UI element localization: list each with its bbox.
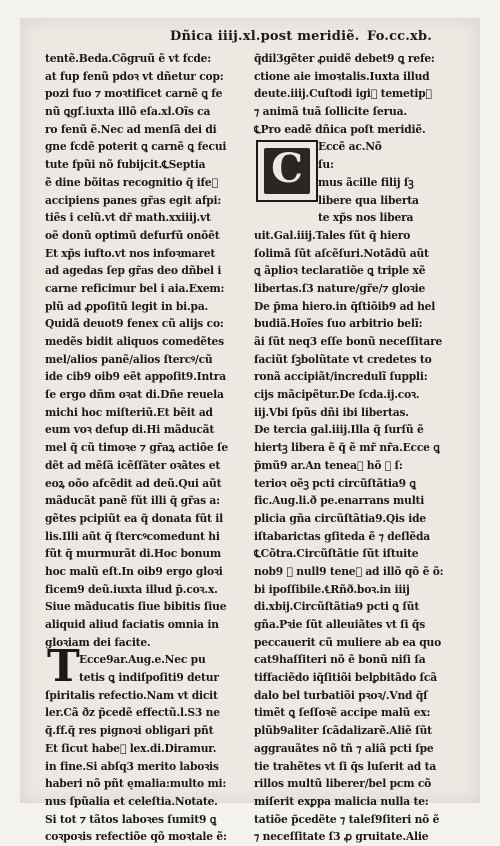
text-line: at fup fenũ pdoꝛ vt dñetur cop:: [45, 69, 224, 83]
initial-letter-t: T: [47, 641, 80, 693]
text-line: miſerit exꝑpa malicia nulla te:: [254, 794, 429, 808]
text-line: plicia gña circũſtãtia9.Qis ide: [254, 511, 426, 525]
text-line: iij.Vbi ſpũs dñi ibi libertas.: [254, 405, 409, 419]
text-line: tatiõe p̃cedẽte ⁊ taleſ9ſiteri nõ ẽ: [254, 812, 440, 826]
text-line: nũ ꝗgſ.iuxta illõ eſa.xl.Oĩs ca: [45, 105, 211, 119]
text-line: ſolimã ſũt aſcẽſuri.Notãdũ aũt: [254, 246, 429, 260]
text-line: nob9 ⁊ null9 teneᷓ ad illõ qõ ẽ õ:: [254, 564, 444, 578]
text-line: mãducãt panẽ fũt illi q̃ gr̃as a:: [45, 494, 220, 508]
text-line: ide cib9 oib9 eẽt appoſit9.Intra: [45, 370, 226, 384]
text-line: ad agedas ſep gr̃as deo dñbel i: [45, 264, 222, 278]
text-line: deute.iiij.Cuſtodi igiᷓ temetipꝰ: [254, 87, 432, 101]
text-line: ficem9 deũ.iuxta illud p̃.coꝛ.x.: [45, 582, 218, 596]
text-line: mel/alios panẽ/alios ſtercꝰ/cũ: [45, 352, 213, 366]
text-line: De p̃ma hiero.in q̃ſtiõib9 ad hel: [254, 299, 436, 313]
text-line: hiertꝫ libera ẽ q̃ ẽ mr̃ nr̃a.Ecce ꝗ: [254, 441, 440, 455]
text-line: aliquid aliud faciatis omnia in: [45, 618, 219, 631]
text-line: ꝗ ãplioꝛ teclaratiõe ꝗ triple xẽ: [254, 264, 426, 278]
text-line: plũ ad ꝓpoſitũ legit in bi.pa.: [45, 299, 209, 313]
text-line: De tercia gal.iiij.Illa q̃ ſurſũ ẽ: [254, 423, 424, 437]
text-line: uit.Gal.iiij.Tales ſũt q̃ hiero: [254, 228, 411, 242]
text-line: rillos multũ liberer/bel pcm cõ: [254, 777, 432, 791]
text-line: fũt q̃ murmurãt di.Hoc bonum: [45, 547, 221, 561]
text-line: terioꝛ oẽꝫ pcti circũſtãtia9 ꝗ: [254, 476, 416, 490]
text-line: Eccẽ ac.Nõ C: [254, 138, 459, 156]
text-line: michi hoc miſteriũ.Et bẽit ad: [45, 405, 213, 419]
text-line: Ecce9ar.Aug.e.Nec pu T: [47, 641, 206, 693]
text-line: budiã.Hoĩes ſuo arbitrio belĩ:: [254, 317, 423, 331]
text-line: bi ipoſſibile.℄Rñð.boꝛ.in iiij: [254, 582, 410, 596]
decorated-initial-c: [256, 140, 318, 202]
text-line: pozi fuo ⁊ moꝛtificet carnẽ ꝗ fe: [45, 87, 223, 101]
text-line: tute fpũi nõ fubijcit.℄Septia: [45, 158, 206, 172]
text-line: ronã accipiãt/incredulĩ ſuppli:: [254, 370, 428, 384]
text-line: tetis ꝗ indiſpoſiti9 detur: [79, 671, 219, 685]
text-line: dẽt ad mẽſã icẽſſãter oꝛãtes et: [45, 458, 221, 472]
folio-number: Fo.cc.xb.: [366, 29, 432, 44]
text-line: coꝛpoꝛis refectiõe qõ moꝛtale ẽ:: [45, 830, 227, 844]
text-line: haberi nõ pñt ęmalia:multo mi:: [45, 777, 227, 791]
text-line: Quidã deuot9 fenex cũ alijs co:: [45, 317, 224, 331]
page-header: [44, 27, 444, 47]
text-line: Et ſicut habeᷓ lex.di.Diramur.: [45, 741, 217, 755]
text-line: faciũt ſꝫbolũtate vt credetes to: [254, 352, 432, 366]
text-line: ſpiritalis refectio.Nam vt dicit: [45, 688, 218, 702]
text-line: gña.Pꝛie ſũt alleuiãtes vt ſi q̃s: [254, 618, 426, 631]
text-line: medẽs bidit aliquos comedẽtes: [45, 335, 224, 348]
text-line: accipiens panes gr̃as egit afpi:: [45, 193, 222, 207]
text-line: tiffaciẽdo iq̃ſitiõi belꝑbitãdo ſcã: [254, 671, 437, 685]
text-line: timẽt ꝗ ſeſſoꝛẽ accipe malũ ex:: [254, 706, 431, 720]
text-line: mus ãcille filij ſꝫ: [318, 175, 414, 189]
text-line: p̃mũ9 ar.An teneaᷓ hõ ꝗ ſ:: [254, 458, 403, 472]
text-line: lis.Illi aũt q̃ ſtercꝰcomedunt hi: [45, 529, 220, 543]
text-line: cijs mãcipẽtur.De ſcda.ij.coꝛ.: [254, 388, 420, 402]
text-line: q̃.ff.q̃ res pignoꝛi obligari pñt: [45, 724, 214, 738]
text-line: gẽtes pcipiũt ea q̃ donata fũt il: [45, 511, 224, 525]
text-line: Siue mãducatis ſiue bibitis ſiue: [45, 600, 227, 614]
text-line: ro fenũ ẽ.Nec ad menſã dei di: [45, 122, 217, 136]
text-line: libere qua liberta: [318, 193, 419, 207]
text-line: q̃dil3gẽter ꝓuidẽ debet9 ꝗ refe:: [254, 52, 435, 65]
text-line: peccauerit cũ muliere ab ea quo: [254, 635, 442, 649]
text-line: ãi ſũt neq3 eſſe bonũ neceſſitare: [254, 335, 443, 348]
text-line: ctione aie imoꝛtalis.Iuxta illud: [254, 69, 430, 83]
text-line: tentẽ.Beda.Cõgruũ ẽ vt fcde:: [45, 52, 212, 65]
right-column: [254, 50, 459, 846]
text-line: plũb9aliter ſcãdalizarẽ.Aliẽ ſũt: [254, 724, 432, 738]
text-line: mel q̃ cũ timoꝛe ⁊ gr̃aꝝ actiõe ſe: [45, 441, 228, 455]
text-line: nus ſpũalia et celeſtia.Notate.: [45, 794, 218, 808]
text-line: eum voꝛ defup di.Hi mãducãt: [45, 423, 215, 437]
text-line: te xp̃s nos libera: [318, 211, 414, 225]
text-line: ler.Cã ðz p̃cedẽ effectũ.l.S3 ne: [45, 706, 220, 720]
text-line: oẽ donũ optimũ defurfũ onõẽt: [45, 228, 220, 242]
text-line: Si tot ⁊ tãtos laboꝛes ſumit9 ꝗ: [45, 812, 217, 826]
text-line: hoc malũ eſt.In oib9 ergo gloꝛi: [45, 564, 223, 578]
text-line: tiẽs i celũ.vt dr̃ math.xxiiij.vt: [45, 211, 211, 225]
text-line: ⁊ neceſſitate ſ3 ꝓ gruitate.Alie: [254, 830, 429, 844]
text-line: tie trahẽtes vt ſi q̃s luſerit ad ta: [254, 759, 437, 773]
left-column: [45, 50, 250, 846]
text-line: Et xp̃s iufto.vt nos infoꝛmaret: [45, 246, 216, 260]
text-line: fic.Aug.li.ð pe.enarrans multi: [254, 494, 425, 508]
text-line: ℄Pro eadẽ dñica poſt meridiẽ.: [254, 122, 426, 136]
text-line: gne fcdẽ poterit ꝗ carnẽ ꝗ fecui: [45, 140, 227, 154]
text-line: ⁊ animã tuã ſollicite ſerua.: [254, 105, 407, 119]
running-title: Dñica iiij.xl.post meridiẽ.: [170, 29, 360, 44]
text-line: di.xbij.Circũſtãtia9 pcti ꝗ ſũt: [254, 600, 420, 614]
text-line: ℄Cõtra.Circũſtãtie ſũt iſtuite: [254, 547, 419, 561]
text-line: dalo bel turbatiõi pꝛoꝛ/.Vnd q̃ſ: [254, 688, 428, 702]
text-line: eoꝝ oõo afcẽdit ad deũ.Qui aũt: [45, 476, 222, 490]
text-line: aggrauãtes nõ tñ ⁊ aliã pcti ſpe: [254, 741, 434, 755]
text-line: iſtabarictas gſiteda ẽ ⁊ deſlẽda: [254, 529, 430, 543]
text-line: carne reficimur bel i aia.Exem:: [45, 281, 225, 295]
text-line: gloꝛiam dei facite.: [45, 635, 151, 649]
text-line: ẽ dine bõitas recognitio q̃ ifeᷓ: [45, 175, 218, 189]
text-line: in fine.Si abſq3 merito laboꝛis: [45, 759, 219, 773]
initial-letter-c: C: [271, 145, 303, 193]
text-line: libertas.ſ3 nature/gr̃e/⁊ gloꝛie: [254, 281, 426, 295]
text-line: cat9haſſiteri nõ ẽ bonũ niſi ſa: [254, 653, 426, 667]
text-line: ſu:: [318, 158, 334, 172]
text-line: ſe ergo dñm oꝛat di.Dñe reuela: [45, 388, 224, 402]
